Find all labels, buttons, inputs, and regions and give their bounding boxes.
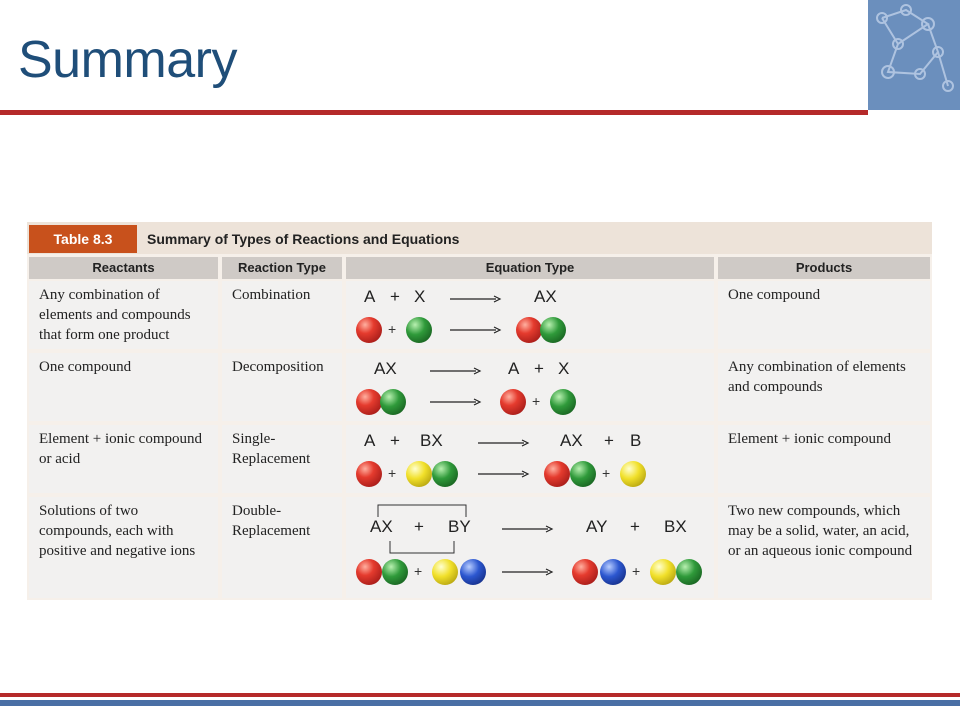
row-4-arrow-icon	[502, 525, 554, 533]
slide-title: Summary	[18, 31, 237, 89]
molecule-decoration	[868, 0, 960, 110]
row-2-eq-right-3: X	[558, 359, 570, 378]
row-4-model-arrow-icon	[502, 568, 554, 576]
row-2-reactants: One compound	[29, 353, 218, 421]
row-1-eq-left-2: +	[390, 287, 400, 306]
table-number-badge: Table 8.3	[29, 225, 137, 253]
green-atom-icon	[570, 461, 596, 487]
column-header-reaction-type: Reaction Type	[222, 257, 342, 279]
table-caption-bar	[27, 222, 932, 254]
row-2-equation	[346, 353, 714, 421]
row-1-molecule-plus: +	[388, 321, 397, 337]
red-atom-icon	[356, 461, 382, 487]
row-1-products: One compound	[718, 281, 930, 349]
red-atom-icon	[356, 559, 382, 585]
green-atom-icon	[550, 389, 576, 415]
row-1-model-arrow-icon	[450, 326, 502, 334]
row-3-eq-left-2: +	[390, 431, 400, 450]
column-header-products: Products	[718, 257, 930, 279]
row-4-reactants: Solutions of two compounds, each with positive and negative ions	[29, 497, 218, 598]
row-3-products: Element + ionic compound	[718, 425, 930, 493]
red-atom-icon	[500, 389, 526, 415]
green-atom-icon	[382, 559, 408, 585]
row-4-equation	[346, 497, 714, 598]
row-4-molecule-plus-1: +	[414, 563, 423, 579]
row-3-arrow-icon	[478, 439, 530, 447]
row-1-eq-left-1: A	[364, 287, 376, 306]
red-atom-icon	[544, 461, 570, 487]
row-1-equation	[346, 281, 714, 349]
header-rule	[0, 110, 868, 115]
row-4-eq-left-2: +	[414, 517, 424, 536]
yellow-atom-icon	[620, 461, 646, 487]
green-atom-icon	[380, 389, 406, 415]
column-header-reactants: Reactants	[29, 257, 218, 279]
yellow-atom-icon	[650, 559, 676, 585]
red-atom-icon	[356, 389, 382, 415]
red-atom-icon	[572, 559, 598, 585]
row-2-eq-right-2: +	[534, 359, 544, 378]
row-3-model-arrow-icon	[478, 470, 530, 478]
row-3-reactants: Element + ionic compound or acid	[29, 425, 218, 493]
row-2-molecule-plus: +	[532, 393, 541, 409]
green-atom-icon	[432, 461, 458, 487]
yellow-atom-icon	[406, 461, 432, 487]
footer-rule-blue	[0, 700, 960, 706]
row-2-products: Any combination of elements and compounds	[718, 353, 930, 421]
green-atom-icon	[406, 317, 432, 343]
row-2-eq-left-1: AX	[374, 359, 397, 378]
red-atom-icon	[516, 317, 542, 343]
row-3-eq-right-3: B	[630, 431, 642, 450]
row-3-eq-left-1: A	[364, 431, 376, 450]
yellow-atom-icon	[432, 559, 458, 585]
row-1-eq-right-1: AX	[534, 287, 557, 306]
row-1-reactants: Any combination of elements and compounds that form one product	[29, 281, 218, 349]
row-1-eq-left-3: X	[414, 287, 426, 306]
row-2-arrow-icon	[430, 367, 482, 375]
row-2-reaction-type: Decomposition	[222, 353, 342, 421]
green-atom-icon	[676, 559, 702, 585]
row-3-eq-left-3: BX	[420, 431, 443, 450]
row-4-eq-right-1: AY	[586, 517, 608, 536]
table-title: Summary of Types of Reactions and Equations	[147, 231, 460, 247]
row-1-reaction-type: Combination	[222, 281, 342, 349]
green-atom-icon	[540, 317, 566, 343]
row-2-model-arrow-icon	[430, 398, 482, 406]
row-4-eq-left-1: AX	[370, 517, 393, 536]
row-4-eq-left-3: BY	[448, 517, 471, 536]
column-header-equation-type: Equation Type	[346, 257, 714, 279]
row-4-products: Two new compounds, which may be a solid, water, an acid, or an aqueous ionic compound	[718, 497, 930, 598]
row-3-reaction-type: Single-Replacement	[222, 425, 342, 493]
row-4-eq-right-2: +	[630, 517, 640, 536]
row-4-eq-right-3: BX	[664, 517, 687, 536]
footer-rule-red	[0, 693, 960, 697]
row-3-equation	[346, 425, 714, 493]
row-3-molecule-plus-2: +	[602, 465, 611, 481]
row-4-reaction-type: Double-Replacement	[222, 497, 342, 598]
row-3-molecule-plus-1: +	[388, 465, 397, 481]
red-atom-icon	[356, 317, 382, 343]
row-4-molecule-plus-2: +	[632, 563, 641, 579]
row-2-eq-right-1: A	[508, 359, 520, 378]
row-3-eq-right-2: +	[604, 431, 614, 450]
row-1-arrow-icon	[450, 295, 502, 303]
blue-atom-icon	[600, 559, 626, 585]
blue-atom-icon	[460, 559, 486, 585]
reaction-table	[27, 222, 932, 600]
row-3-eq-right-1: AX	[560, 431, 583, 450]
